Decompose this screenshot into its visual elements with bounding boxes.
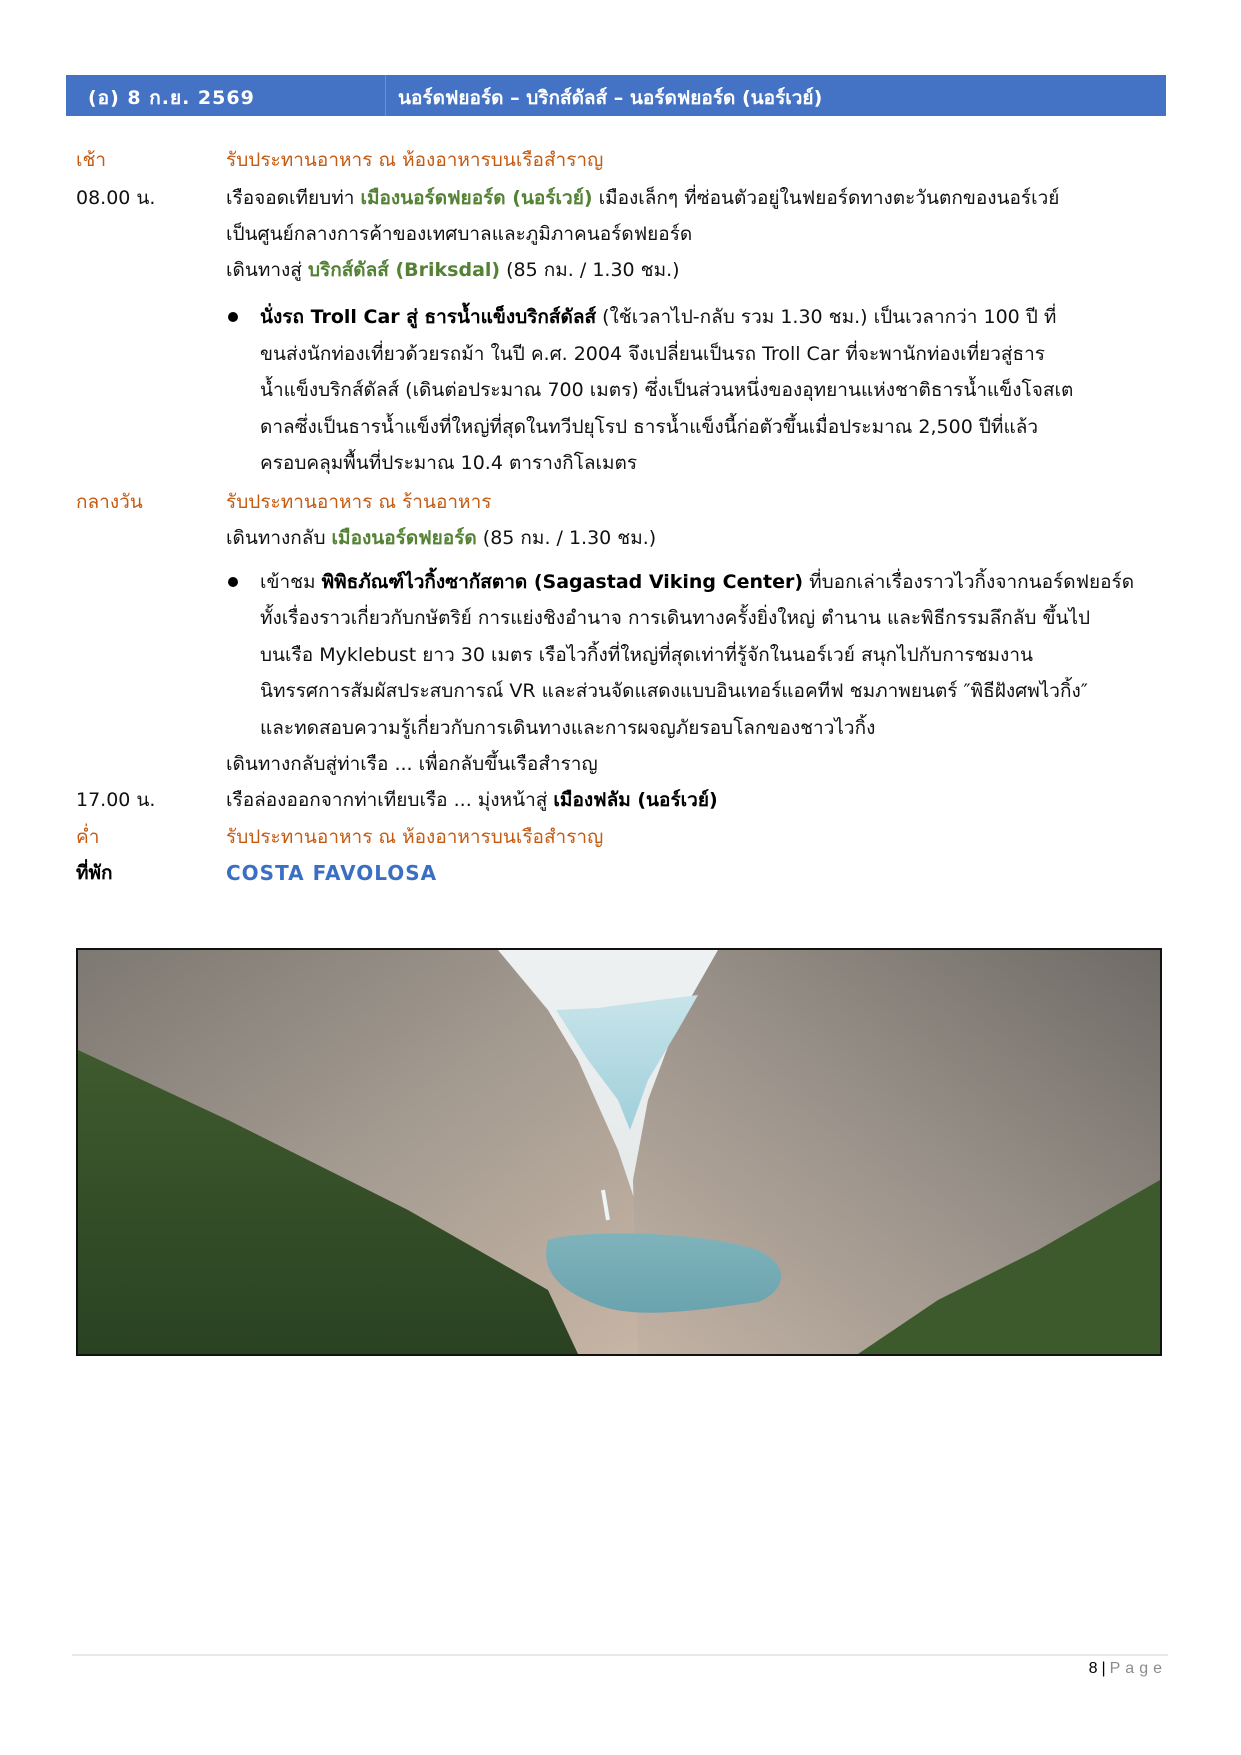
bullet-line: นิทรรศการสัมผัสประสบการณ์ VR และส่วนจัดแสดงแบบอินเทอร์แอคทีฟ ชมภาพยนตร์ ″พิธีฝังศพไวกิ้ง″ <box>260 680 1088 702</box>
bullet-icon <box>228 577 238 587</box>
bullet-line: ขนส่งนักท่องเที่ยวด้วยรถม้า ในปี ค.ศ. 2004 จึงเปลี่ยนเป็นรถ Troll Car ที่จะพานักท่องเที่ยวสู่ธาร <box>260 343 1045 365</box>
meal-text-breakfast: รับประทานอาหาร ณ ห้องอาหารบนเรือสำราญ <box>226 149 604 171</box>
glacier-illustration <box>78 950 1160 1354</box>
itinerary-line: เป็นศูนย์กลางการค้าของเทศบาลและภูมิภาคนอร์ดฟยอร์ด <box>226 223 693 245</box>
day-date: (อ) 8 ก.ย. 2569 <box>88 87 255 109</box>
bullet-line <box>260 564 1134 600</box>
meal-text-lunch: รับประทานอาหาร ณ ร้านอาหาร <box>226 491 492 513</box>
day-header-bar <box>66 75 1166 116</box>
bullet-line: บนเรือ Myklebust ยาว 30 เมตร เรือไวกิ้งที่ใหญ่ที่สุดเท่าที่รู้จักในนอร์เวย์ สนุกไปกับการชมงาน <box>260 644 1033 666</box>
day-route-title: นอร์ดฟยอร์ด – บริกส์ดัลส์ – นอร์ดฟยอร์ด (นอร์เวย์) <box>398 87 823 109</box>
meal-label-lunch: กลางวัน <box>76 491 143 513</box>
bullet-line: ครอบคลุมพื้นที่ประมาณ 10.4 ตารางกิโลเมตร <box>260 452 638 474</box>
bullet-line <box>260 299 1056 335</box>
time-0800: 08.00 น. <box>76 187 156 209</box>
text: (ใช้เวลาไป-กลับ รวม 1.30 ชม.) เป็นเวลากว่า 100 ปี ที่ <box>596 306 1057 328</box>
time-1700: 17.00 น. <box>76 789 156 811</box>
text: ที่บอกเล่าเรื่องราวไวกิ้งจากนอร์ดฟยอร์ด <box>803 571 1135 593</box>
header-divider <box>385 75 386 116</box>
place-nordfjord: เมืองนอร์ดฟยอร์ด (นอร์เวย์) <box>360 187 593 209</box>
text: เรือจอดเทียบท่า <box>226 187 361 209</box>
text: เข้าชม <box>260 571 322 593</box>
bullet-line: ทั้งเรื่องราวเกี่ยวกับกษัตริย์ การแย่งชิงอำนาจ การเดินทางครั้งยิ่งใหญ่ ตำนาน และพิธีกรรมลึกลับ ขึ้นไป <box>260 607 1091 629</box>
footer-divider <box>72 1654 1168 1656</box>
place-nordfjord: เมืองนอร์ดฟยอร์ด <box>331 527 477 549</box>
meal-text-dinner: รับประทานอาหาร ณ ห้องอาหารบนเรือสำราญ <box>226 826 604 848</box>
page-number-value: 8 <box>1088 1660 1098 1677</box>
activity-sagastad: พิพิธภัณฑ์ไวกิ้งซากัสตาด (Sagastad Viking Center) <box>321 571 804 593</box>
page-separator: | <box>1101 1660 1106 1677</box>
meal-label-dinner: ค่ำ <box>76 826 100 848</box>
page-word: Page <box>1109 1660 1167 1677</box>
itinerary-line <box>226 180 1059 216</box>
activity-troll-car: นั่งรถ Troll Car สู่ ธารน้ำแข็งบริกส์ดัลส์ <box>260 306 597 328</box>
itinerary-line <box>226 520 656 556</box>
briksdal-glacier-photo <box>76 948 1162 1356</box>
itinerary-line <box>226 252 680 288</box>
bullet-line: และทดสอบความรู้เกี่ยวกับการเดินทางและการผจญภัยรอบโลกของชาวไวกิ้ง <box>260 717 876 739</box>
text: เดินทางกลับ <box>226 527 332 549</box>
text: (85 กม. / 1.30 ชม.) <box>500 259 680 281</box>
text: เรือล่องออกจากท่าเทียบเรือ ... มุ่งหน้าสู่ <box>226 789 554 811</box>
itinerary-line <box>226 782 718 818</box>
place-flam: เมืองฟลัม (นอร์เวย์) <box>553 789 718 811</box>
place-briksdal: บริกส์ดัลส์ (Briksdal) <box>307 259 501 281</box>
text: เดินทางสู่ <box>226 259 308 281</box>
accommodation-label: ที่พัก <box>76 862 113 884</box>
bullet-line: ดาลซึ่งเป็นธารน้ำแข็งที่ใหญ่ที่สุดในทวีปยุโรป ธารน้ำแข็งนี้ก่อตัวขึ้นเมื่อประมาณ 2,500 ปีที่แล้ว <box>260 416 1039 438</box>
bullet-line: น้ำแข็งบริกส์ดัลส์ (เดินต่อประมาณ 700 เมตร) ซึ่งเป็นส่วนหนึ่งของอุทยานแห่งชาติธารน้ำแข็งโจสเต <box>260 379 1074 401</box>
ship-name: COSTA FAVOLOSA <box>226 861 438 885</box>
meal-label-breakfast: เช้า <box>76 149 107 171</box>
itinerary-line: เดินทางกลับสู่ท่าเรือ ... เพื่อกลับขึ้นเรือสำราญ <box>226 753 598 775</box>
page-number <box>1089 1660 1167 1678</box>
text: (85 กม. / 1.30 ชม.) <box>476 527 657 549</box>
bullet-icon <box>228 312 238 322</box>
text: เมืองเล็กๆ ที่ซ่อนตัวอยู่ในฟยอร์ดทางตะวันตกของนอร์เวย์ <box>592 187 1060 209</box>
